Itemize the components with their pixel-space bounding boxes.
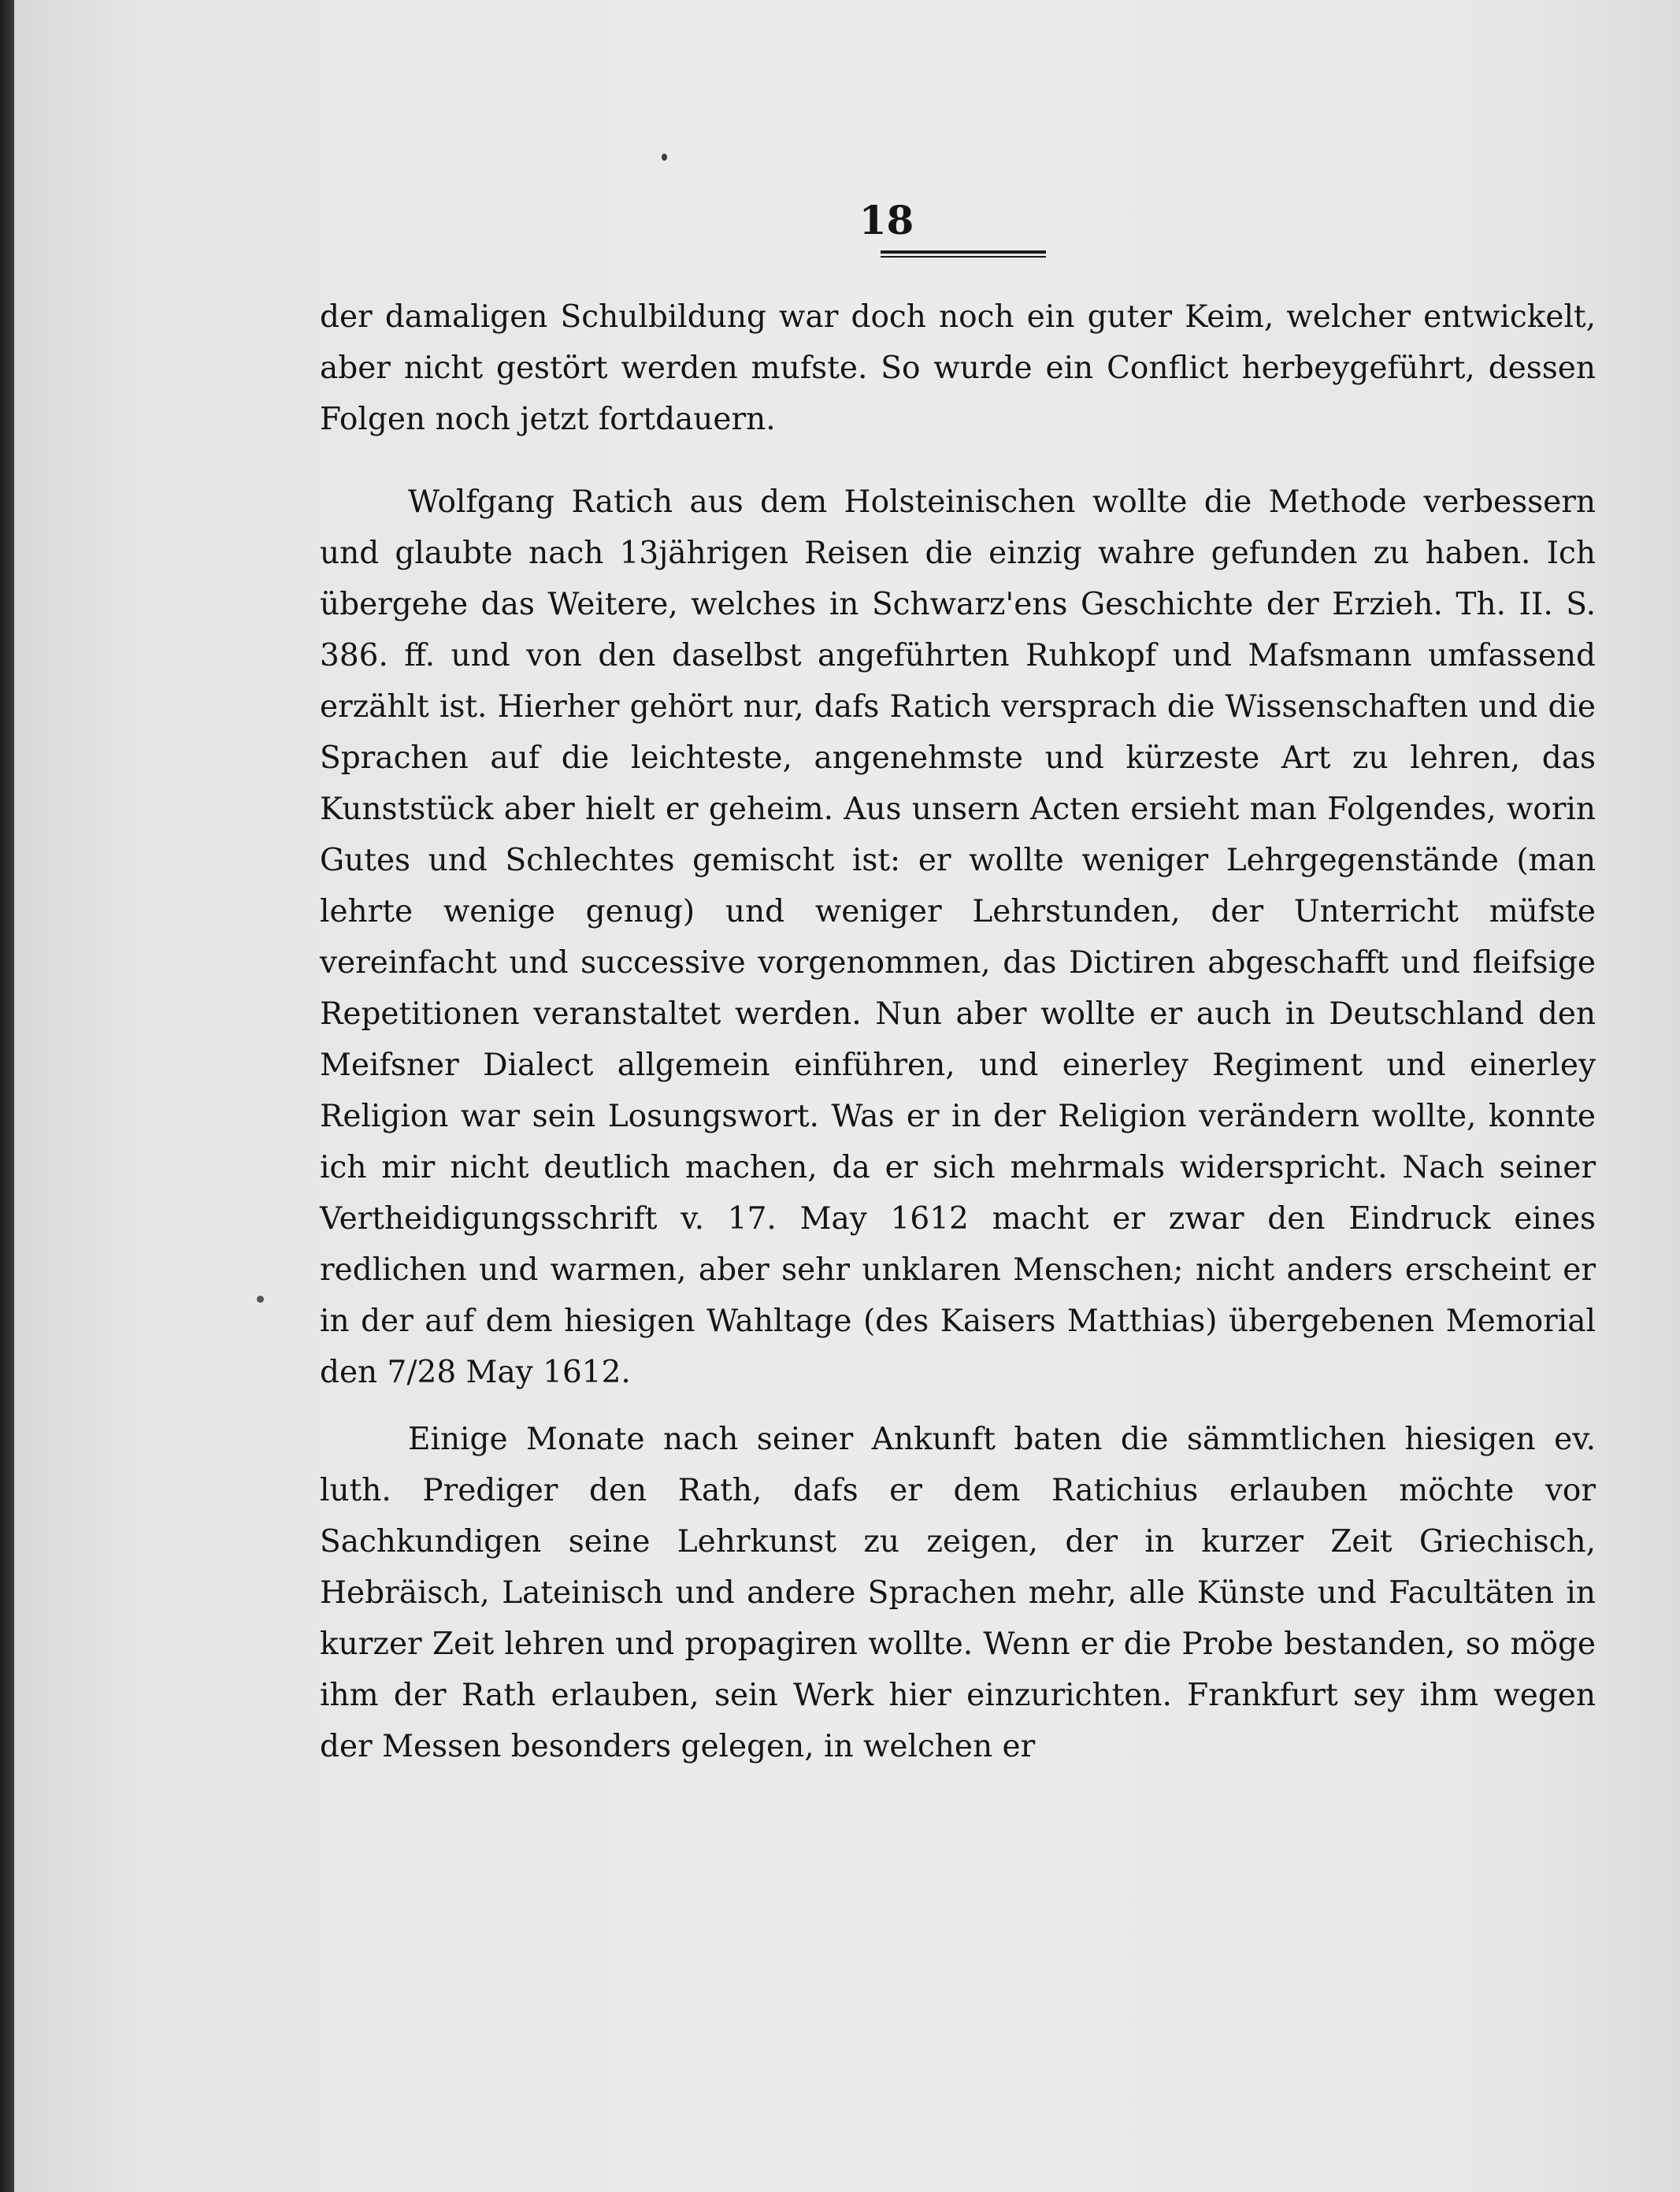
body-text xyxy=(320,291,1596,1772)
book-page xyxy=(14,0,1680,2192)
page-number: 18 xyxy=(859,197,914,243)
header-rule-thin xyxy=(881,256,1046,258)
page-binding-edge xyxy=(0,0,14,2192)
paragraph: Einige Monate nach seiner Ankunft baten die sämmtlichen hiesigen ev. luth. Prediger den Rath, dafs er dem Ratichius erlauben möchte vor Sachkundigen seine Lehrkunst zu zeigen, der in kurzer Zeit Griechisch, Hebräisch, Lateinisch und andere Sprachen mehr, alle Künste und Facultäten in kurzer Zeit lehren und propagiren wollte. Wenn er die Probe bestanden, so möge ihm der Rath erlauben, sein Werk hier einzurichten. Frankfurt sey ihm wegen der Messen besonders gelegen, in welchen er xyxy=(320,1422,1596,1764)
page-header xyxy=(14,197,1680,243)
paragraph: Wolfgang Ratich aus dem Holsteinischen wollte die Methode verbessern und glaubte nach 13jährigen Reisen die einzig wahre gefunden zu haben. Ich übergehe das Weitere, welches in Schwarz'ens Geschichte der Erzieh. Th. II. S. 386. ff. und von den daselbst angeführten Ruhkopf und Mafsmann umfassend erzählt ist. Hierher gehört nur, dafs Ratich versprach die Wissenschaften und die Sprachen auf die leichteste, angenehmste und kürzeste Art zu lehren, das Kunststück aber hielt er geheim. Aus unsern Acten ersieht man Folgendes, worin Gutes und Schlechtes gemischt ist: er wollte weniger Lehrgegenstände (man lehrte wenige genug) und weniger Lehrstunden, der Unterricht müfste vereinfacht und successive vorgenommen, das Dictiren abgeschafft und fleifsige Repetitionen veranstaltet werden. Nun aber wollte er auch in Deutschland den Meifsner Dialect allgemein einführen, und einerley Regiment und einerley Religion war sein Losungswort. Was er in der Religion verändern wollte, konnte ich mir nicht deutlich machen, da er sich mehrmals widerspricht. Nach seiner Vertheidigungsschrift v. 17. May 1612 macht er zwar den Eindruck eines redlichen und warmen, aber sehr unklaren Menschen; nicht anders erscheint er in der auf dem hiesigen Wahltage (des Kaisers Matthias) übergebenen Memorial den 7/28 May 1612. xyxy=(320,484,1596,1390)
paragraph: der damaligen Schulbildung war doch noch ein guter Keim, welcher entwickelt, aber nicht gestört werden mufste. So wurde ein Conflict herbeygeführt, dessen Folgen noch jetzt fortdauern. xyxy=(320,299,1596,437)
header-rule xyxy=(881,250,1046,254)
ink-spot xyxy=(257,1296,264,1303)
ink-spot xyxy=(662,154,667,161)
